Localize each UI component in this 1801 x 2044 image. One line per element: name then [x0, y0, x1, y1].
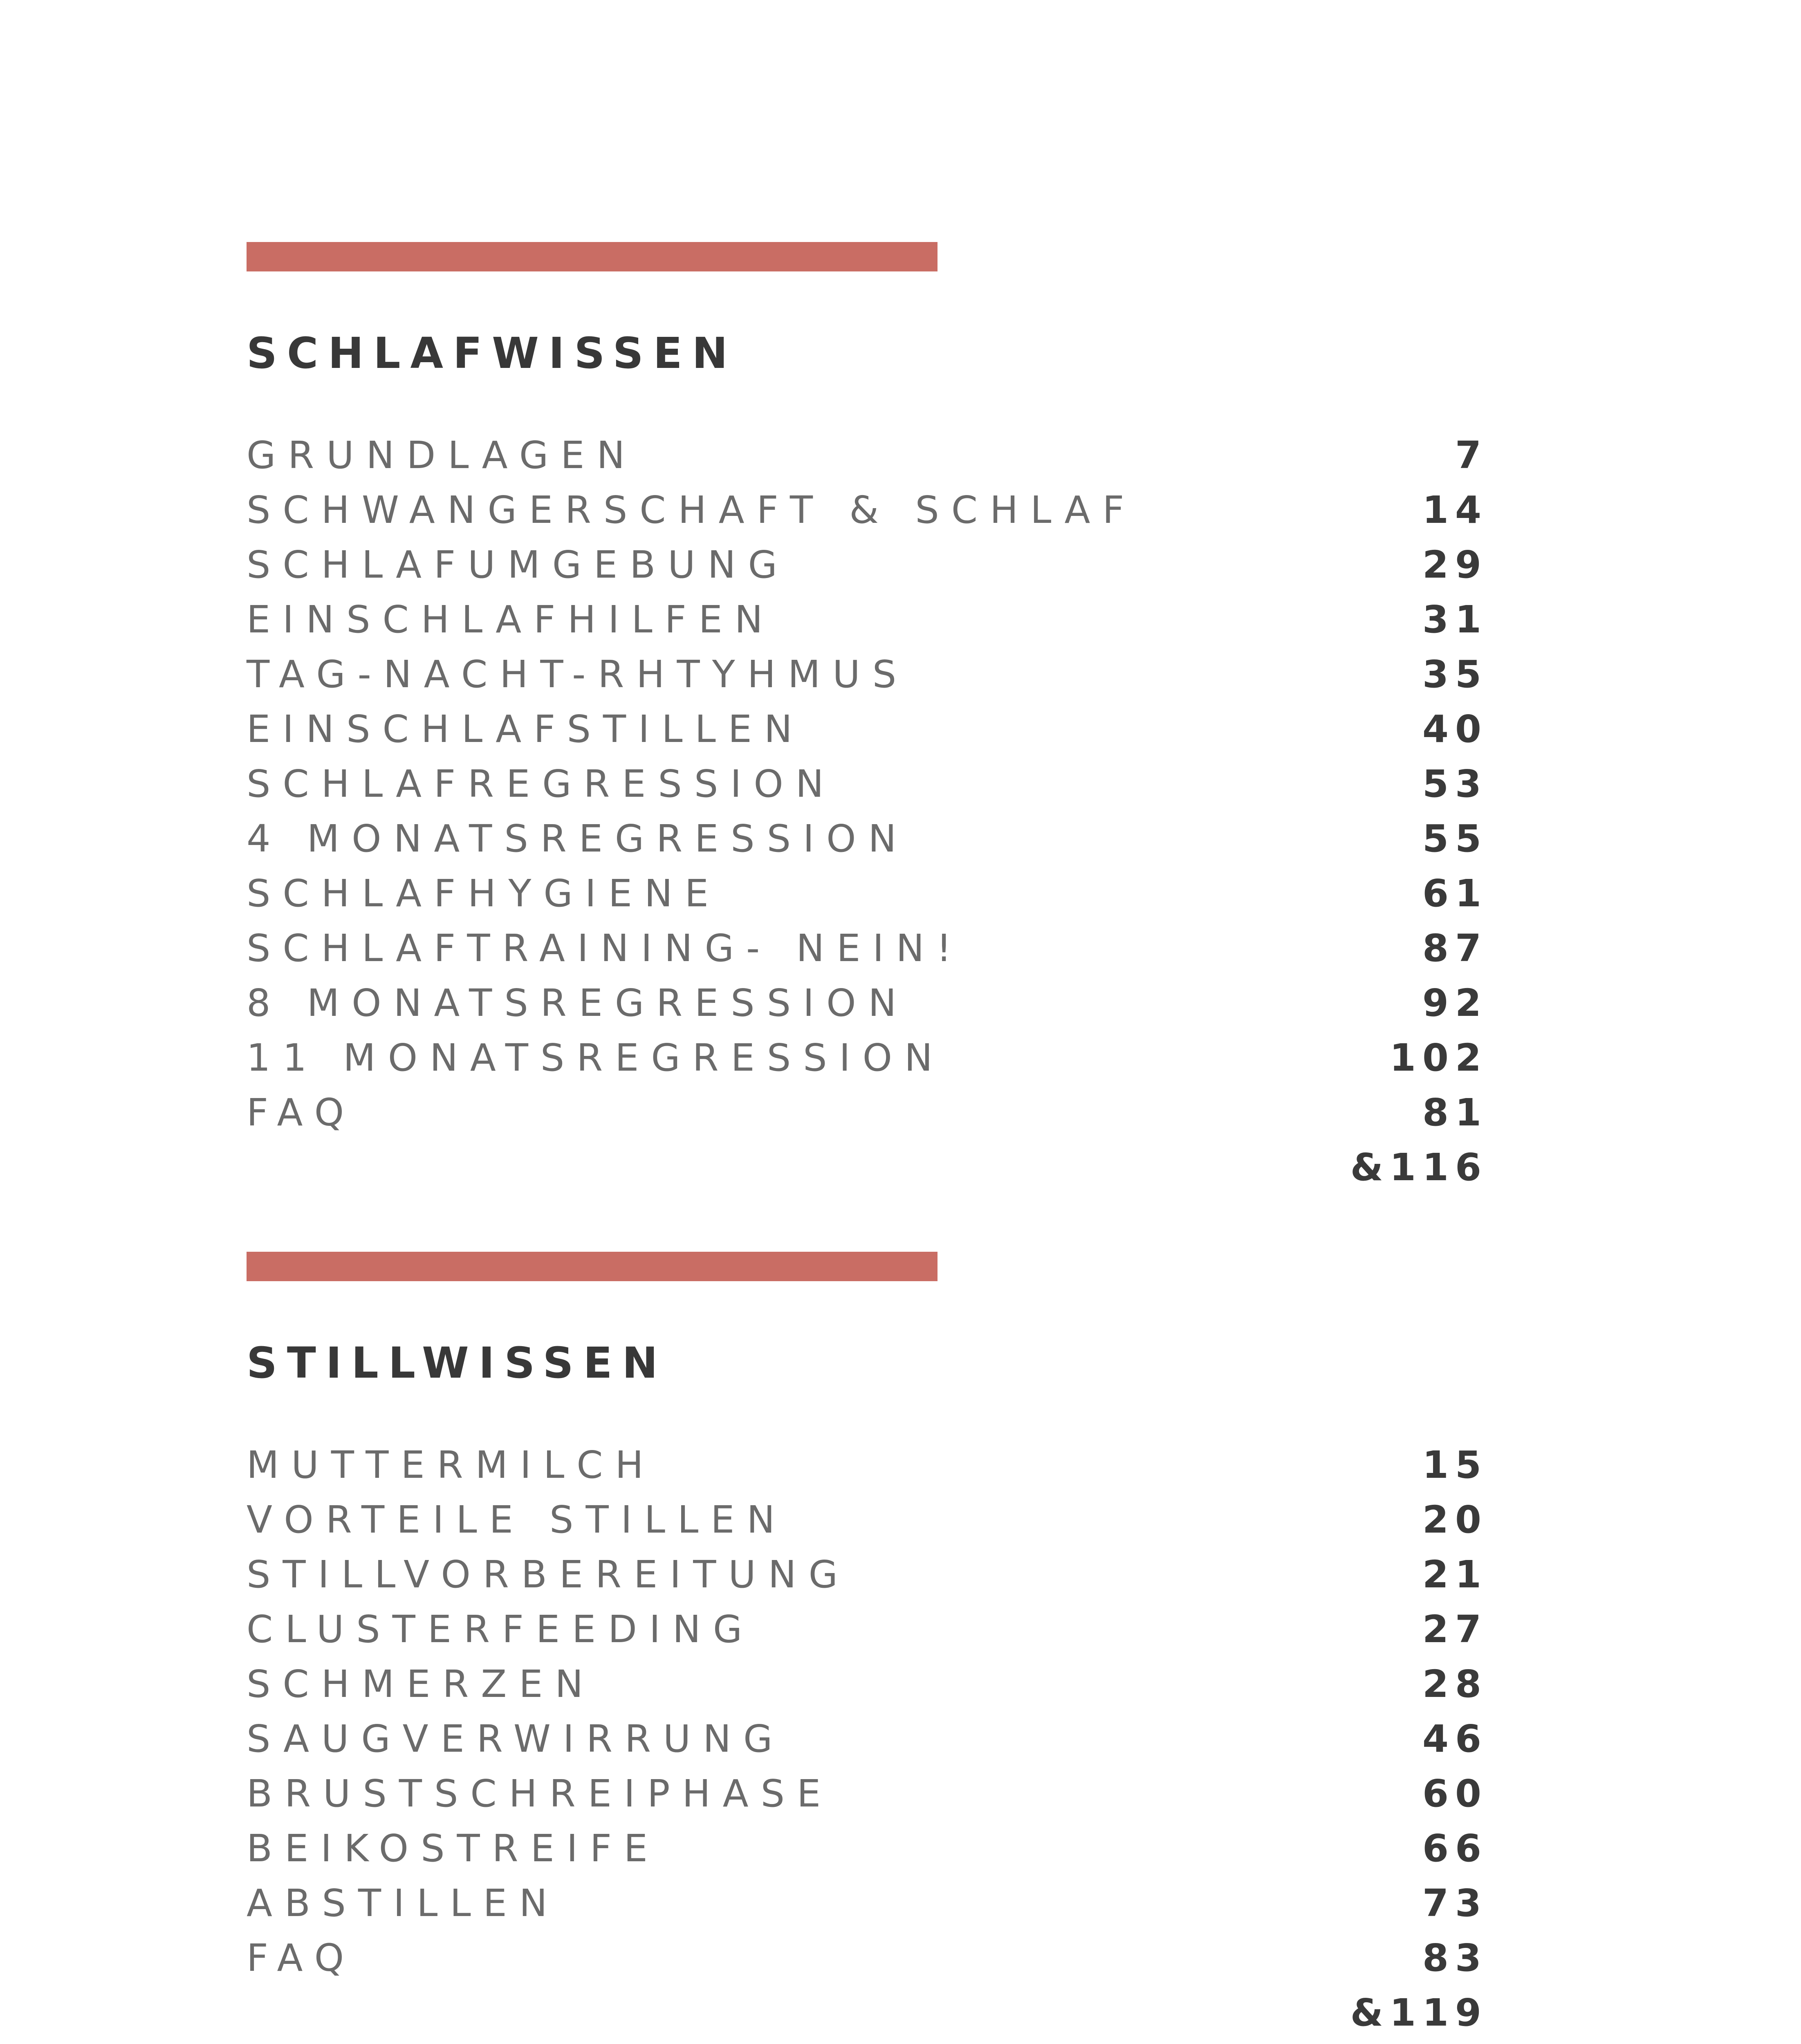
- toc-entry-label: SCHLAFUMGEBUNG: [247, 542, 789, 587]
- toc-entry: [247, 647, 1488, 702]
- toc-entry: [247, 1766, 1488, 1821]
- toc-list: [247, 428, 1488, 1195]
- toc-entry: [247, 1930, 1488, 1985]
- toc-entry-page-number: &116: [1350, 1145, 1488, 1189]
- toc-entry-label: EINSCHLAFSTILLEN: [247, 707, 805, 751]
- toc-entry-label: GRUNDLAGEN: [247, 433, 637, 477]
- toc-entry-page-number: 46: [1422, 1717, 1488, 1761]
- toc-entry-label: EINSCHLAFHILFEN: [247, 597, 775, 641]
- toc-entry-label: 8 MONATSREGRESSION: [247, 981, 909, 1025]
- toc-entry-page-number: 21: [1422, 1552, 1488, 1596]
- toc-entry: [247, 428, 1488, 482]
- toc-entry-label: SCHLAFREGRESSION: [247, 762, 836, 806]
- toc-entry-page-number: 28: [1422, 1662, 1488, 1706]
- toc-entry-label: FAQ: [247, 1090, 357, 1134]
- toc-entry-label: BEIKOSTREIFE: [247, 1826, 660, 1870]
- toc-entry-label: 11 MONATSREGRESSION: [247, 1035, 945, 1080]
- toc-entry: [247, 1437, 1488, 1492]
- toc-entry-page-number: 73: [1422, 1881, 1488, 1925]
- toc-entry: [247, 1140, 1488, 1195]
- toc-entry: [247, 921, 1488, 975]
- toc-entry: [247, 1876, 1488, 1930]
- toc-entry-label: 4 MONATSREGRESSION: [247, 816, 909, 861]
- toc-entry-page-number: 102: [1389, 1035, 1488, 1080]
- toc-entry-label: SCHMERZEN: [247, 1662, 596, 1706]
- toc-entry: [247, 1085, 1488, 1140]
- toc-entry: [247, 1602, 1488, 1656]
- toc-entry: [247, 756, 1488, 811]
- toc-entry-page-number: 87: [1422, 926, 1488, 970]
- toc-entry-label: SCHLAFTRAINING- NEIN!: [247, 926, 964, 970]
- toc-entry-label: ABSTILLEN: [247, 1881, 560, 1925]
- toc-entry-page-number: 53: [1422, 762, 1488, 806]
- toc-entry-label: VORTEILE STILLEN: [247, 1497, 787, 1542]
- toc-entry-page-number: 15: [1422, 1443, 1488, 1487]
- toc-entry: [247, 482, 1488, 537]
- toc-entry: [247, 1711, 1488, 1766]
- toc-entry: [247, 537, 1488, 592]
- toc-list: [247, 1437, 1488, 2040]
- toc-entry: [247, 866, 1488, 921]
- toc-entry-page-number: 55: [1422, 816, 1488, 861]
- toc-entry-page-number: 61: [1422, 871, 1488, 915]
- toc-entry-label: SAUGVERWIRRUNG: [247, 1717, 785, 1761]
- toc-entry-label: SCHWANGERSCHAFT & SCHLAF: [247, 488, 1137, 532]
- toc-entry-page-number: 20: [1422, 1497, 1488, 1542]
- toc-entry-page-number: 92: [1422, 981, 1488, 1025]
- toc-entry: [247, 1656, 1488, 1711]
- toc-entry-label: TAG-NACHT-RHTYHMUS: [247, 652, 909, 696]
- section-accent-bar: [247, 1252, 938, 1281]
- toc-entry-page-number: 81: [1422, 1090, 1488, 1134]
- toc-entry-page-number: 66: [1422, 1826, 1488, 1870]
- toc-entry-page-number: &119: [1350, 1990, 1488, 2035]
- toc-section-schlafwissen: [247, 242, 1488, 1201]
- toc-entry-page-number: 27: [1422, 1607, 1488, 1651]
- toc-entry-page-number: 31: [1422, 597, 1488, 641]
- toc-entry: [247, 975, 1488, 1030]
- toc-entry: [247, 1492, 1488, 1547]
- toc-entry-page-number: 29: [1422, 542, 1488, 587]
- toc-section-stillwissen: [247, 1252, 1488, 2044]
- toc-entry-page-number: 40: [1422, 707, 1488, 751]
- toc-entry: [247, 702, 1488, 756]
- toc-entry: [247, 1030, 1488, 1085]
- toc-entry: [247, 1821, 1488, 1876]
- toc-entry-label: CLUSTERFEEDING: [247, 1607, 755, 1651]
- toc-entry-page-number: 14: [1422, 488, 1488, 532]
- toc-entry: [247, 592, 1488, 647]
- toc-entry-page-number: 60: [1422, 1771, 1488, 1815]
- toc-entry-label: STILLVORBEREITUNG: [247, 1552, 850, 1596]
- toc-entry-page-number: 35: [1422, 652, 1488, 696]
- toc-entry-label: BRUSTSCHREIPHASE: [247, 1771, 833, 1815]
- toc-entry-label: SCHLAFHYGIENE: [247, 871, 721, 915]
- section-title: SCHLAFWISSEN: [247, 328, 738, 378]
- toc-entry: [247, 1547, 1488, 1602]
- toc-entry-label: MUTTERMILCH: [247, 1443, 656, 1487]
- toc-entry-label: FAQ: [247, 1936, 357, 1980]
- section-title: STILLWISSEN: [247, 1338, 668, 1388]
- toc-entry: [247, 811, 1488, 866]
- toc-entry-page-number: 7: [1455, 433, 1488, 477]
- toc-entry: [247, 1985, 1488, 2040]
- section-accent-bar: [247, 242, 938, 271]
- toc-entry-page-number: 83: [1422, 1936, 1488, 1980]
